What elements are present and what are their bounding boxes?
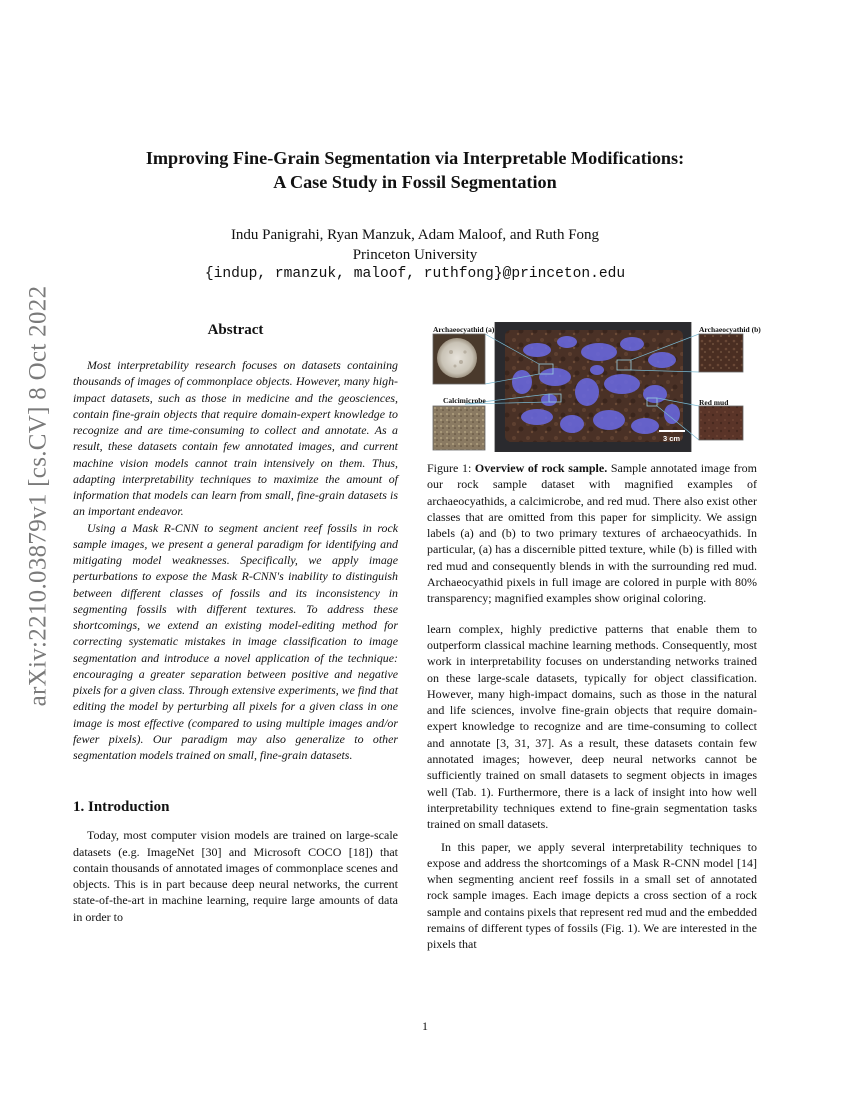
author-block <box>100 226 730 285</box>
introduction-body <box>73 827 398 925</box>
archaeocyathid-a-thumb <box>433 334 485 384</box>
rock-sample-image <box>495 322 691 452</box>
caption-bold: Overview of rock sample. <box>474 461 608 475</box>
author-emails: {indup, rmanzuk, maloof, ruthfong}@princeton.edu <box>204 266 626 282</box>
label-red-mud: Red mud <box>699 398 729 407</box>
arxiv-stamp <box>18 285 58 707</box>
introduction-paragraph-1: Today, most computer vision models are trained on large-scale datasets (e.g. ImageNet [30] and Microsoft COCO [18]) that contain thousands of annotated images of commonplace scenes and objects. This is in part because deep neural networks, the current state-of-the-art in machine learning, require large amounts of data in order to <box>73 828 398 924</box>
paper-title <box>100 146 730 194</box>
abstract-heading: Abstract <box>207 322 264 338</box>
abstract-body <box>73 357 398 763</box>
right-paragraph-1: learn complex, highly predictive patterns that enable them to outperform classical machine learning methods. Consequently, most work in interpretability focuses on understanding networks trained on these large-scale datasets, typically for object classification. However, many high-impact domains, such as those in the natural and life sciences, involve fine-grain objects that require domain-expert knowledge to recognize and are time-consuming to collect and annotate [3, 31, 37]. As a result, these datasets contain few annotated images; however, deep neural networks cannot be sufficiently trained on small datasets to segment objects in images well (Tab. 1). Furthermore, there is a lack of insight into how well interpretability techniques extend to fine-grain segmentation tasks trained on small datasets. <box>427 621 757 832</box>
figure-1-graphic <box>427 322 757 452</box>
calcimicrobe-thumb <box>433 406 485 450</box>
abstract-paragraph-2: Using a Mask R-CNN to segment ancient reef fossils in rock sample images, we present a general paradigm for identifying and mitigating model weaknesses. Specifically, we apply image perturbations to expose the Mask R-CNN's inability to distinguish between different classes of fossils and its inconsistency in segmenting fossils with different textures. To address these shortcomings, we extend an existing model-editing method for correcting systematic mistakes in image classification to image segmentation and introduce a novel application of the technique: encouraging a greater separation between positive and negative pixels for a given class. Through extensive experiments, we find that editing the model by perturbing all pixels for a given class in one image is most effective (compared to using multiple images and/or fewer pixels). Our paradigm may also generalize to other segmentation models trained on small, fine-grain datasets. <box>73 520 398 762</box>
paper-title-line1: Improving Fine-Grain Segmentation via Interpretable Modifications: <box>145 148 685 168</box>
label-archaeocyathid-a: Archaeocyathid (a) <box>433 325 495 334</box>
abstract-paragraph-1: Most interpretability research focuses on datasets containing thousands of images of commonplace objects. However, many high-impact datasets, such as those in medicine and the geosciences, contain fine-grain objects that require domain-expert knowledge to recognize and are time-consuming to collect and annotate. As a result, these datasets contain few annotated images, and current machine vision models cannot train intensively on them. Thus, adapting interpretability techniques to maximize the amount of information that models can learn from small, fine-grain datasets is an important endeavor. <box>73 358 398 519</box>
caption-prefix: Figure 1: <box>427 461 475 475</box>
caption-text: Sample annotated image from our rock sample dataset with magnified examples of archaeocyathids, a calcimicrobe, and red mud. There also exist other classes that are omitted from this paper for simplicity. We assign labels (a) and (b) to two primary textures of archaeocyathids. In particular, (a) has a discernible pitted texture, while (b) is filled with red mud and consequently blends in with the surrounding red mud. Archaeocyathid pixels in full image are colored in purple with 80% transparency; magnified examples show original coloring. <box>427 461 757 606</box>
author-affiliation: Princeton University <box>352 246 478 263</box>
figure-1-caption <box>427 460 757 607</box>
label-archaeocyathid-b: Archaeocyathid (b) <box>699 325 761 334</box>
red-mud-thumb <box>699 406 743 440</box>
right-column-body <box>427 621 757 953</box>
archaeocyathid-b-thumb <box>699 334 743 372</box>
left-column <box>73 320 398 925</box>
label-calcimicrobe: Calcimicrobe <box>443 396 486 405</box>
figure-1 <box>427 322 761 452</box>
introduction-heading: 1. Introduction <box>73 799 170 816</box>
arxiv-stamp-text: arXiv:2210.03879v1 [cs.CV] 8 Oct 2022 <box>24 285 51 707</box>
page-number: 1 <box>422 1019 428 1033</box>
label-scale-bar: 3 cm <box>663 434 681 443</box>
paper-title-line2: A Case Study in Fossil Segmentation <box>273 172 557 192</box>
right-column <box>427 322 761 953</box>
right-paragraph-2: In this paper, we apply several interpretability techniques to expose and address the shortcomings of a Mask R-CNN model [14] when segmenting ancient reef fossils in a small set of annotated rock sample images. Each image depicts a cross section of a rock sample and contains pixels that represent red mud and the embedded remains of different types of fossils (Fig. 1). We are interested in the pixels that <box>427 839 757 952</box>
author-names: Indu Panigrahi, Ryan Manzuk, Adam Maloof, and Ruth Fong <box>230 227 600 243</box>
